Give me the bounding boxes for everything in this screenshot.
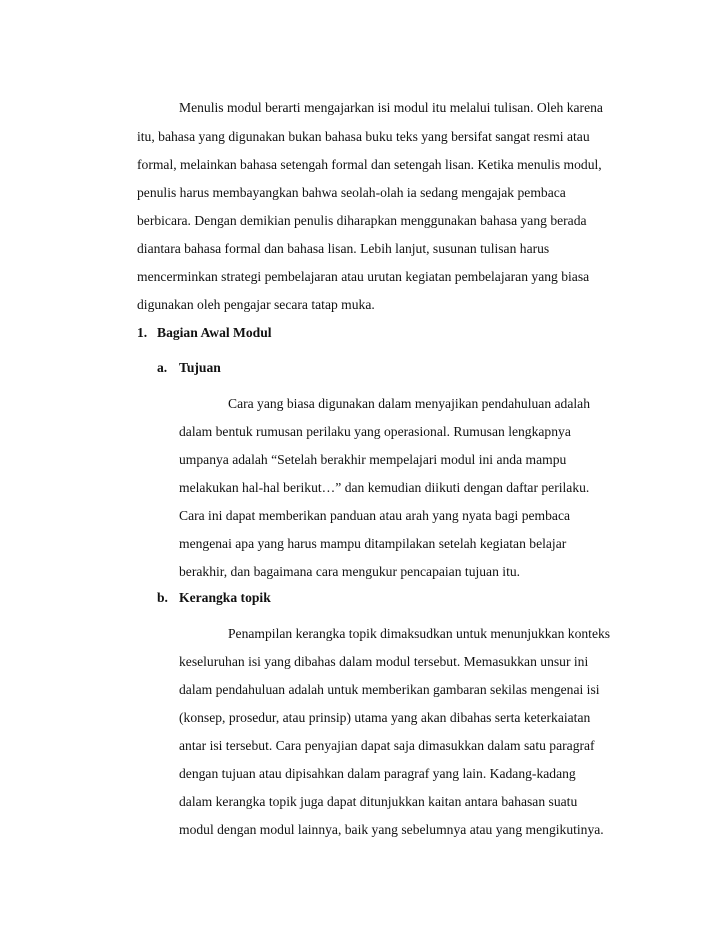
paragraph-line: modul dengan modul lainnya, baik yang sebelumnya atau yang mengikutinya. [179, 822, 604, 837]
section-heading: Bagian Awal Modul [157, 325, 272, 340]
paragraph-line: itu, bahasa yang digunakan bukan bahasa buku teks yang bersifat sangat resmi atau [137, 129, 590, 144]
paragraph-line: antar isi tersebut. Cara penyajian dapat saja dimasukkan dalam satu paragraf [179, 738, 595, 753]
subsection-letter: a. [157, 360, 168, 375]
paragraph-line: diantara bahasa formal dan bahasa lisan. Lebih lanjut, susunan tulisan harus [137, 241, 550, 256]
paragraph-line: penulis harus membayangkan bahwa seolah-olah ia sedang mengajak pembaca [137, 185, 566, 200]
paragraph-line: Cara ini dapat memberikan panduan atau arah yang nyata bagi pembaca [179, 508, 571, 523]
paragraph-line: dalam pendahuluan adalah untuk memberikan gambaran sekilas mengenai isi [179, 682, 600, 697]
paragraph-line: dengan tujuan atau dipisahkan dalam paragraf yang lain. Kadang-kadang [179, 766, 576, 781]
paragraph-line: digunakan oleh pengajar secara tatap muka. [137, 297, 375, 312]
paragraph-line: Cara yang biasa digunakan dalam menyajikan pendahuluan adalah [228, 396, 590, 411]
paragraph-line: Penampilan kerangka topik dimaksudkan untuk menunjukkan konteks [228, 626, 611, 641]
paragraph-line: umpanya adalah “Setelah berakhir mempelajari modul ini anda mampu [179, 452, 567, 467]
paragraph-line: formal, melainkan bahasa setengah formal dan setengah lisan. Ketika menulis modul, [137, 157, 602, 172]
paragraph-line: mencerminkan strategi pembelajaran atau urutan kegiatan pembelajaran yang biasa [137, 269, 590, 284]
paragraph-line: (konsep, prosedur, atau prinsip) utama yang akan dibahas serta keterkaiatan [179, 710, 591, 725]
subsection-letter: b. [157, 590, 168, 605]
paragraph-line: keseluruhan isi yang dibahas dalam modul tersebut. Memasukkan unsur ini [179, 654, 589, 669]
subsection-heading: Tujuan [179, 360, 221, 375]
paragraph-line: berbicara. Dengan demikian penulis diharapkan menggunakan bahasa yang berada [137, 213, 587, 228]
paragraph-line: dalam kerangka topik juga dapat ditunjukkan kaitan antara bahasan suatu [179, 794, 578, 809]
paragraph-line: dalam bentuk rumusan perilaku yang operasional. Rumusan lengkapnya [179, 424, 571, 439]
subsection-heading: Kerangka topik [179, 590, 271, 605]
paragraph-line: melakukan hal-hal berikut…” dan kemudian diikuti dengan daftar perilaku. [179, 480, 590, 495]
section-number: 1. [137, 325, 148, 340]
paragraph-line: berakhir, dan bagaimana cara mengukur pencapaian tujuan itu. [179, 564, 521, 579]
paragraph-line: mengenai apa yang harus mampu ditampilakan setelah kegiatan belajar [179, 536, 567, 551]
paragraph-line: Menulis modul berarti mengajarkan isi modul itu melalui tulisan. Oleh karena [179, 100, 603, 115]
